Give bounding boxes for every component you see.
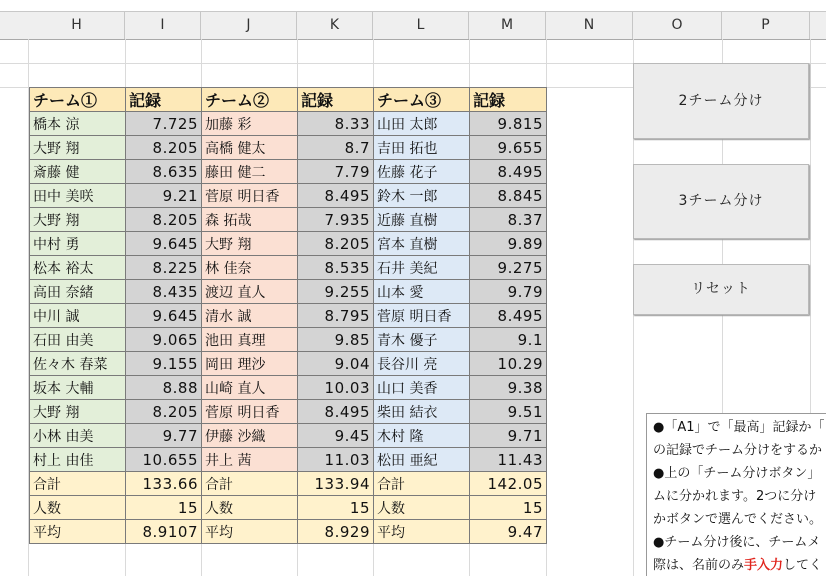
table-row: [30, 448, 547, 472]
reset-button[interactable]: リセット: [633, 264, 809, 315]
record-cell[interactable]: 8.205: [126, 136, 202, 160]
member-name-cell[interactable]: 松本 裕太: [30, 256, 126, 280]
record-cell[interactable]: 8.7: [298, 136, 374, 160]
member-name-cell[interactable]: 池田 真理: [202, 328, 298, 352]
record-cell[interactable]: 8.88: [126, 376, 202, 400]
member-name-cell[interactable]: 中村 勇: [30, 232, 126, 256]
record-cell[interactable]: 9.815: [470, 112, 547, 136]
column-header-p[interactable]: P: [722, 12, 810, 39]
record-cell[interactable]: 9.45: [298, 424, 374, 448]
column-header-bar: [0, 11, 826, 40]
member-name-cell[interactable]: 大野 翔: [30, 208, 126, 232]
record-cell[interactable]: 9.21: [126, 184, 202, 208]
member-name-cell[interactable]: 田中 美咲: [30, 184, 126, 208]
summary-row: [30, 520, 547, 544]
summary-value-cell[interactable]: 133.66: [126, 472, 202, 496]
record-cell[interactable]: 8.635: [126, 160, 202, 184]
member-name-cell[interactable]: 大野 翔: [30, 136, 126, 160]
record-cell[interactable]: 9.85: [298, 328, 374, 352]
header-record2[interactable]: 記録: [298, 88, 374, 112]
member-name-cell[interactable]: 高田 奈緒: [30, 280, 126, 304]
member-name-cell[interactable]: 高橋 健太: [202, 136, 298, 160]
member-name-cell[interactable]: 大野 翔: [202, 232, 298, 256]
record-cell[interactable]: 9.255: [298, 280, 374, 304]
record-cell[interactable]: 9.275: [470, 256, 547, 280]
header-team3[interactable]: チーム③: [374, 88, 470, 112]
summary-value-cell[interactable]: 142.05: [470, 472, 547, 496]
member-name-cell[interactable]: 山本 愛: [374, 280, 470, 304]
header-record3[interactable]: 記録: [470, 88, 547, 112]
member-name-cell[interactable]: 長谷川 亮: [374, 352, 470, 376]
member-name-cell[interactable]: 藤田 健二: [202, 160, 298, 184]
table-header-row: [30, 88, 547, 112]
summary-label-cell[interactable]: 合計: [30, 472, 126, 496]
header-team1[interactable]: チーム①: [30, 88, 126, 112]
member-name-cell[interactable]: 石田 由美: [30, 328, 126, 352]
column-header-n[interactable]: N: [546, 12, 633, 39]
column-header-l[interactable]: L: [373, 12, 469, 39]
team-table: [29, 87, 547, 544]
member-name-cell[interactable]: 山口 美香: [374, 376, 470, 400]
table-row: [30, 304, 547, 328]
table-row: [30, 208, 547, 232]
table-row: [30, 376, 547, 400]
record-cell[interactable]: 9.1: [470, 328, 547, 352]
table-row: [30, 424, 547, 448]
summary-label-cell[interactable]: 平均: [30, 520, 126, 544]
member-name-cell[interactable]: 菅原 明日香: [202, 184, 298, 208]
record-cell[interactable]: 9.51: [470, 400, 547, 424]
member-name-cell[interactable]: 菅原 明日香: [374, 304, 470, 328]
member-name-cell[interactable]: 小林 由美: [30, 424, 126, 448]
note-line: ●チーム分け後に、チームメ: [653, 535, 821, 550]
member-name-cell[interactable]: 伊藤 沙織: [202, 424, 298, 448]
member-name-cell[interactable]: 中川 誠: [30, 304, 126, 328]
record-cell[interactable]: 8.435: [126, 280, 202, 304]
record-cell[interactable]: 8.225: [126, 256, 202, 280]
member-name-cell[interactable]: 佐々木 春菜: [30, 352, 126, 376]
member-name-cell[interactable]: 青木 優子: [374, 328, 470, 352]
record-cell[interactable]: 9.71: [470, 424, 547, 448]
record-cell[interactable]: 9.77: [126, 424, 202, 448]
member-name-cell[interactable]: 佐藤 花子: [374, 160, 470, 184]
table-row: [30, 352, 547, 376]
note-line: [653, 554, 826, 576]
record-cell[interactable]: 11.03: [298, 448, 374, 472]
member-name-cell[interactable]: 林 佳奈: [202, 256, 298, 280]
note-text: してく: [783, 558, 823, 573]
member-name-cell[interactable]: 菅原 明日香: [202, 400, 298, 424]
table-row: [30, 112, 547, 136]
record-cell[interactable]: 10.655: [126, 448, 202, 472]
member-name-cell[interactable]: 松田 亜紀: [374, 448, 470, 472]
record-cell[interactable]: 9.655: [470, 136, 547, 160]
record-cell[interactable]: 9.89: [470, 232, 547, 256]
member-name-cell[interactable]: 吉田 拓也: [374, 136, 470, 160]
record-cell[interactable]: 8.845: [470, 184, 547, 208]
note-line: ●上の「チーム分けボタン」: [653, 466, 821, 481]
record-cell[interactable]: 9.065: [126, 328, 202, 352]
column-header-h[interactable]: H: [29, 12, 125, 39]
record-cell[interactable]: 7.935: [298, 208, 374, 232]
member-name-cell[interactable]: 井上 茜: [202, 448, 298, 472]
record-cell[interactable]: 8.33: [298, 112, 374, 136]
summary-label-cell[interactable]: 合計: [374, 472, 470, 496]
record-cell[interactable]: 10.29: [470, 352, 547, 376]
member-name-cell[interactable]: 清水 誠: [202, 304, 298, 328]
table-row: [30, 256, 547, 280]
member-name-cell[interactable]: 宮本 直樹: [374, 232, 470, 256]
column-header-o[interactable]: O: [633, 12, 722, 39]
summary-value-cell[interactable]: 9.47: [470, 520, 547, 544]
column-header-k[interactable]: K: [297, 12, 373, 39]
member-name-cell[interactable]: 柴田 結衣: [374, 400, 470, 424]
instruction-note[interactable]: [646, 413, 826, 576]
record-cell[interactable]: 8.37: [470, 208, 547, 232]
member-name-cell[interactable]: 鈴木 一郎: [374, 184, 470, 208]
summary-value-cell[interactable]: 15: [298, 496, 374, 520]
record-cell[interactable]: 7.79: [298, 160, 374, 184]
summary-row: [30, 496, 547, 520]
note-line: ●「A1」で「最高」記録か「: [653, 420, 825, 435]
table-row: [30, 160, 547, 184]
record-cell[interactable]: 8.495: [470, 304, 547, 328]
record-cell[interactable]: 11.43: [470, 448, 547, 472]
note-highlight: 手入力: [744, 558, 784, 573]
member-name-cell[interactable]: 石井 美紀: [374, 256, 470, 280]
record-cell[interactable]: 9.38: [470, 376, 547, 400]
summary-label-cell[interactable]: 人数: [374, 496, 470, 520]
summary-value-cell[interactable]: 8.929: [298, 520, 374, 544]
member-name-cell[interactable]: 木村 隆: [374, 424, 470, 448]
summary-label-cell[interactable]: 平均: [374, 520, 470, 544]
summary-label-cell[interactable]: 平均: [202, 520, 298, 544]
record-cell[interactable]: 9.79: [470, 280, 547, 304]
record-cell[interactable]: 9.04: [298, 352, 374, 376]
summary-value-cell[interactable]: 133.94: [298, 472, 374, 496]
column-header-j[interactable]: J: [201, 12, 297, 39]
record-cell[interactable]: 8.205: [126, 208, 202, 232]
record-cell[interactable]: 7.725: [126, 112, 202, 136]
header-record1[interactable]: 記録: [126, 88, 202, 112]
member-name-cell[interactable]: 森 拓哉: [202, 208, 298, 232]
note-line: ムに分かれます。2つに分け: [653, 489, 817, 504]
summary-label-cell[interactable]: 人数: [30, 496, 126, 520]
summary-value-cell[interactable]: 15: [126, 496, 202, 520]
member-name-cell[interactable]: 大野 翔: [30, 400, 126, 424]
member-name-cell[interactable]: 加藤 彩: [202, 112, 298, 136]
member-name-cell[interactable]: 坂本 大輔: [30, 376, 126, 400]
member-name-cell[interactable]: 岡田 理沙: [202, 352, 298, 376]
member-name-cell[interactable]: 村上 由佳: [30, 448, 126, 472]
member-name-cell[interactable]: 山田 太郎: [374, 112, 470, 136]
table-row: [30, 400, 547, 424]
member-name-cell[interactable]: 斎藤 健: [30, 160, 126, 184]
summary-value-cell[interactable]: 8.9107: [126, 520, 202, 544]
record-cell[interactable]: 10.03: [298, 376, 374, 400]
two-teams-button[interactable]: 2チーム分け: [633, 63, 809, 139]
record-cell[interactable]: 8.795: [298, 304, 374, 328]
member-name-cell[interactable]: 渡辺 直人: [202, 280, 298, 304]
record-cell[interactable]: 8.495: [470, 160, 547, 184]
summary-label-cell[interactable]: 合計: [202, 472, 298, 496]
member-name-cell[interactable]: 近藤 直樹: [374, 208, 470, 232]
record-cell[interactable]: 9.645: [126, 304, 202, 328]
record-cell[interactable]: 9.645: [126, 232, 202, 256]
record-cell[interactable]: 8.535: [298, 256, 374, 280]
note-line: の記録でチーム分けをするか: [653, 443, 823, 458]
three-teams-button[interactable]: 3チーム分け: [633, 164, 809, 239]
member-name-cell[interactable]: 山崎 直人: [202, 376, 298, 400]
record-cell[interactable]: 8.495: [298, 400, 374, 424]
table-row: [30, 232, 547, 256]
summary-value-cell[interactable]: 15: [470, 496, 547, 520]
record-cell[interactable]: 8.495: [298, 184, 374, 208]
header-team2[interactable]: チーム②: [202, 88, 298, 112]
record-cell[interactable]: 8.205: [126, 400, 202, 424]
summary-label-cell[interactable]: 人数: [202, 496, 298, 520]
summary-row: [30, 472, 547, 496]
column-header-i[interactable]: I: [125, 12, 201, 39]
table-row: [30, 136, 547, 160]
column-header-m[interactable]: M: [469, 12, 546, 39]
member-name-cell[interactable]: 橋本 涼: [30, 112, 126, 136]
record-cell[interactable]: 9.155: [126, 352, 202, 376]
table-row: [30, 328, 547, 352]
note-text: 際は、名前のみ: [653, 558, 745, 573]
table-row: [30, 184, 547, 208]
record-cell[interactable]: 8.205: [298, 232, 374, 256]
note-line: かボタンで選んでください。: [653, 512, 823, 527]
table-row: [30, 280, 547, 304]
